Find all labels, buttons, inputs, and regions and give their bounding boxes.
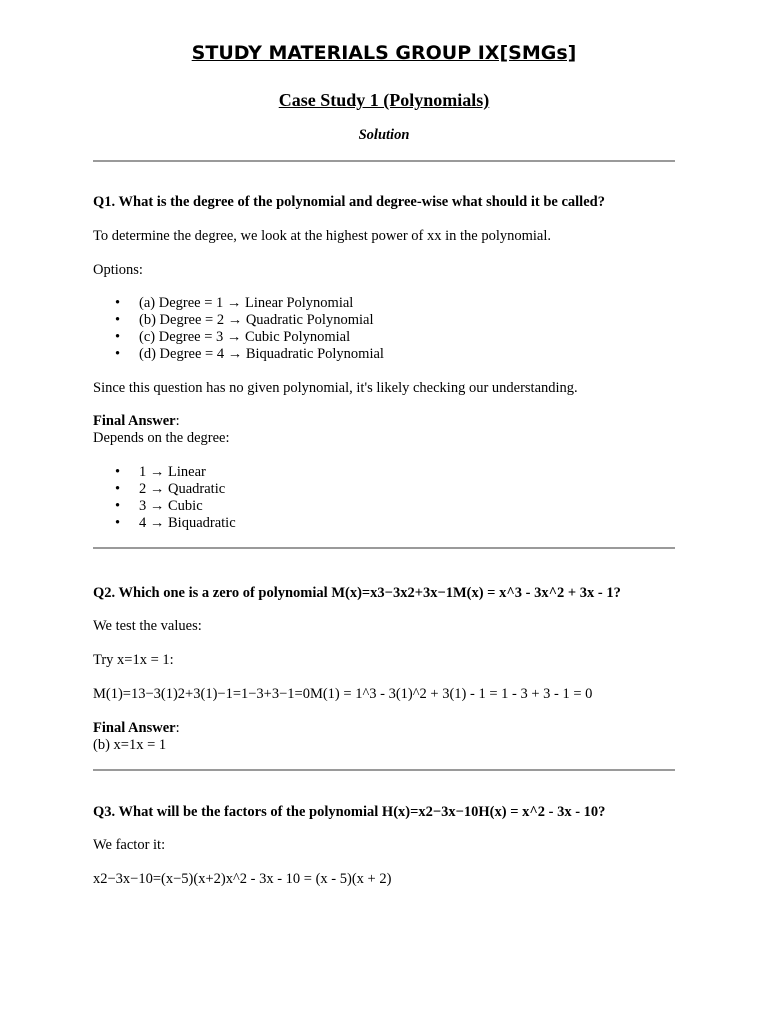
- document-title: STUDY MATERIALS GROUP IX[SMGs]: [191, 42, 577, 64]
- q1-intro: To determine the degree, we look at the highest power of xx in the polynomial.: [93, 228, 552, 244]
- q2-answer: (b) x=1x = 1: [93, 737, 167, 753]
- final-answer-colon: :: [175, 413, 180, 429]
- list-item: • (c) Degree = 3 → Cubic Polynomial: [93, 329, 384, 346]
- q2-calculation: M(1)=13−3(1)2+3(1)−1=1−3+3−1=0M(1) = 1^3 - 3(1)^2 + 3(1) - 1 = 1 - 3 + 3 - 1 = 0: [93, 686, 593, 702]
- q2-question: Q2. Which one is a zero of polynomial M(x)=x3−3x2+3x−1M(x) = x^3 - 3x^2 + 3x - 1?: [93, 585, 621, 601]
- case-study-title: Case Study 1 (Polynomials): [278, 90, 490, 110]
- q1-answers-list: [93, 464, 236, 532]
- final-answer-colon: :: [175, 720, 180, 736]
- divider: [93, 160, 675, 162]
- q1-note: Since this question has no given polynomial, it's likely checking our understanding.: [93, 380, 578, 396]
- q2-test-intro: We test the values:: [93, 618, 202, 634]
- list-item: • 2 → Quadratic: [93, 481, 236, 498]
- list-item: • 3 → Cubic: [93, 498, 236, 515]
- q1-question: Q1. What is the degree of the polynomial and degree-wise what should it be called?: [93, 194, 605, 210]
- q3-question: Q3. What will be the factors of the polynomial H(x)=x2−3x−10H(x) = x^2 - 3x - 10?: [93, 804, 606, 820]
- list-item: • (d) Degree = 4 → Biquadratic Polynomial: [93, 346, 384, 363]
- q1-final-answer-heading: [93, 413, 180, 430]
- list-item: • 4 → Biquadratic: [93, 515, 236, 532]
- q1-options-label: Options:: [93, 262, 143, 278]
- final-answer-label: Final Answer: [93, 413, 176, 429]
- divider: [93, 547, 675, 549]
- q1-answer-intro: Depends on the degree:: [93, 430, 230, 446]
- q2-final-answer-heading: [93, 720, 180, 737]
- list-item: • (b) Degree = 2 → Quadratic Polynomial: [93, 312, 384, 329]
- list-item: • (a) Degree = 1 → Linear Polynomial: [93, 295, 384, 312]
- q1-options-list: [93, 295, 384, 363]
- final-answer-label: Final Answer: [93, 720, 176, 736]
- q3-factor-intro: We factor it:: [93, 837, 166, 853]
- divider: [93, 769, 675, 771]
- list-item: • 1 → Linear: [93, 464, 236, 481]
- q2-try-line: Try x=1x = 1:: [93, 652, 174, 668]
- solution-label: Solution: [358, 127, 410, 143]
- q3-factor-line: x2−3x−10=(x−5)(x+2)x^2 - 3x - 10 = (x - 5)(x + 2): [93, 871, 392, 887]
